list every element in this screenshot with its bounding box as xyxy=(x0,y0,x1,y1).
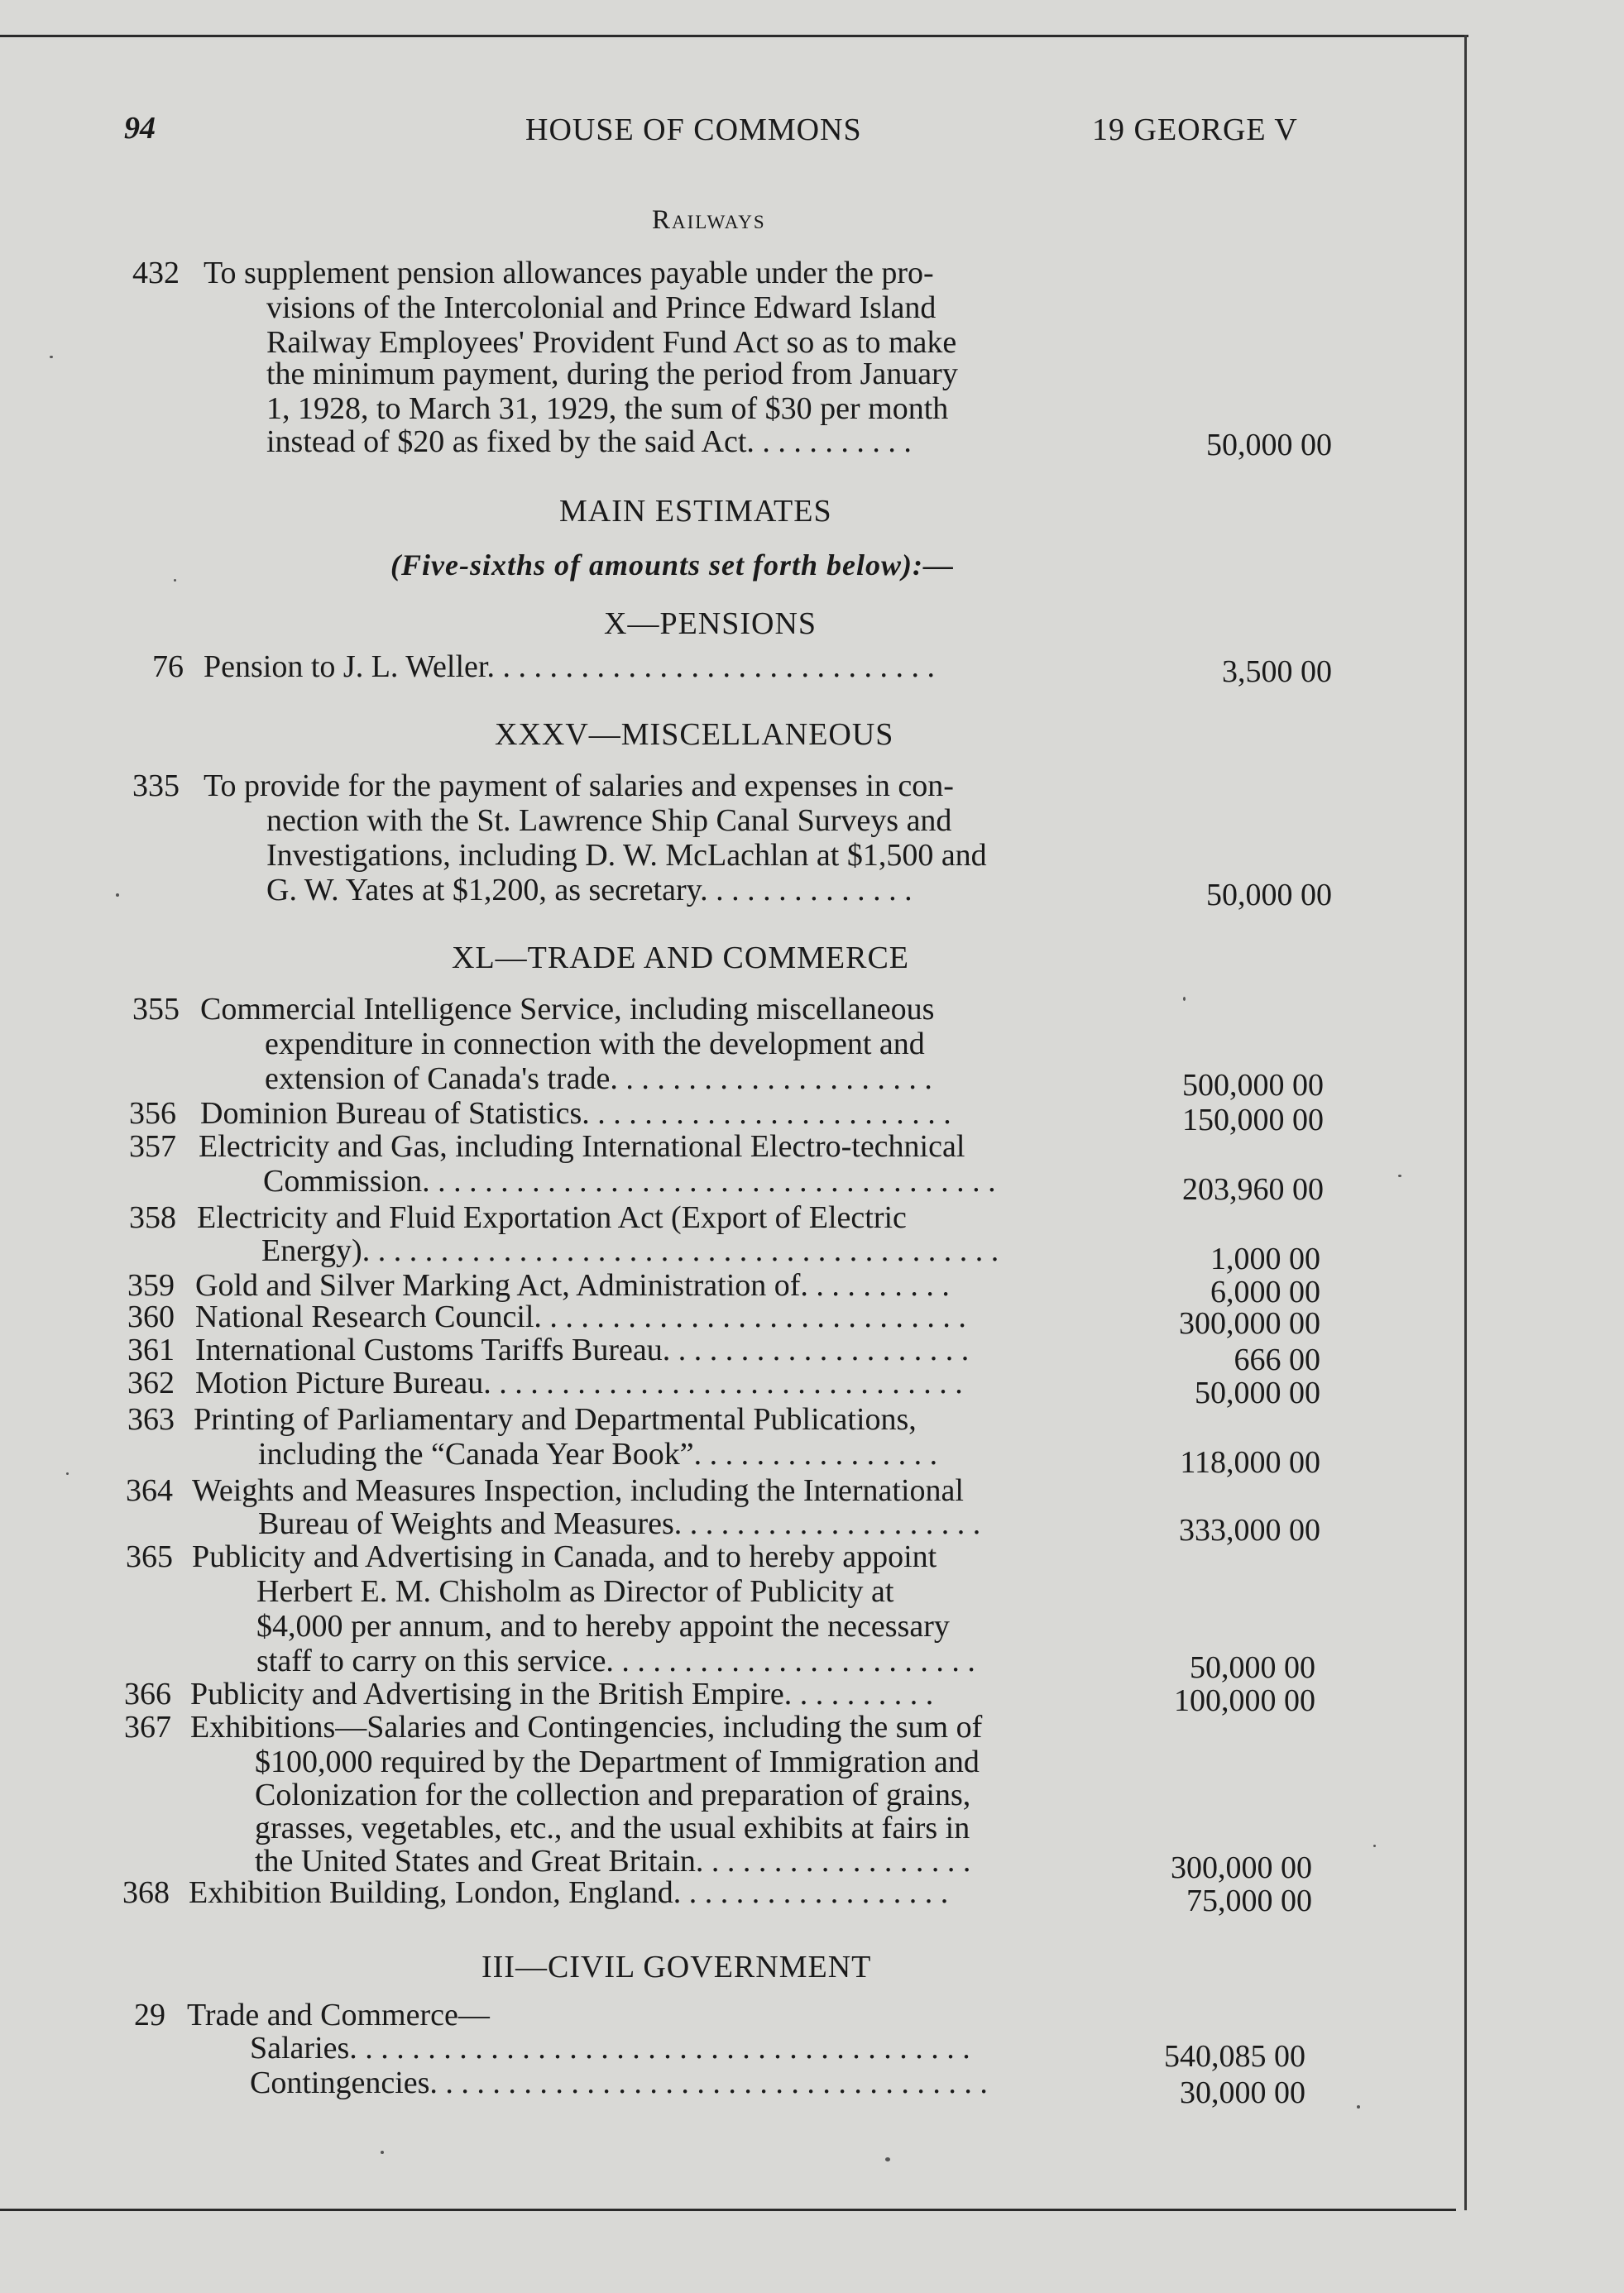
right-margin-rule xyxy=(1464,35,1467,2210)
item-text-line: Exhibitions—Salaries and Contingencies, including the sum of xyxy=(190,1710,983,1745)
item-text-line: Herbert E. M. Chisholm as Director of Publicity at xyxy=(256,1574,894,1609)
item-amount: 100,000 00 xyxy=(1174,1683,1315,1718)
item-amount: 50,000 00 xyxy=(1206,878,1332,912)
item-number: 355 xyxy=(132,992,180,1027)
item-amount: 50,000 00 xyxy=(1206,428,1332,462)
item-number: 363 xyxy=(127,1402,175,1437)
item-number: 29 xyxy=(134,1998,165,2032)
section-subheading: (Five-sixths of amounts set forth below):— xyxy=(390,548,955,582)
item-text-line: Electricity and Gas, including International Electro-technical xyxy=(199,1129,965,1164)
item-number: 76 xyxy=(152,649,184,684)
item-text-line: National Research Council. . . . . . . . . . . . . . . . . . . . . . . . . . . . xyxy=(195,1300,966,1334)
item-amount: 3,500 00 xyxy=(1222,654,1332,689)
item-text-line: Motion Picture Bureau. . . . . . . . . . . . . . . . . . . . . . . . . . . . . . . xyxy=(195,1366,963,1400)
item-amount: 300,000 00 xyxy=(1179,1306,1320,1341)
item-number: 365 xyxy=(126,1539,173,1574)
item-amount: 6,000 00 xyxy=(1210,1275,1320,1309)
item-title: Trade and Commerce— xyxy=(187,1998,490,2032)
item-text-line: To provide for the payment of salaries and expenses in con- xyxy=(204,768,954,803)
salaries-amount: 540,085 00 xyxy=(1164,2039,1305,2074)
page-header xyxy=(108,103,1349,153)
item-text-line: 1, 1928, to March 31, 1929, the sum of $30 per month xyxy=(266,391,949,426)
section-heading-civil-government: III—CIVIL GOVERNMENT xyxy=(481,1950,872,1984)
item-text-line: Energy). . . . . . . . . . . . . . . . . . . . . . . . . . . . . . . . . . . . . . . . . xyxy=(261,1233,999,1268)
salaries-label: Salaries. . . . . . . . . . . . . . . . . . . . . . . . . . . . . . . . . . . . . . . . xyxy=(250,2031,970,2066)
item-text-line: Weights and Measures Inspection, including the International xyxy=(192,1473,964,1508)
item-text-line: Gold and Silver Marking Act, Administration of. . . . . . . . . . xyxy=(195,1268,950,1303)
item-amount: 118,000 00 xyxy=(1180,1445,1320,1480)
item-text-line: Publicity and Advertising in Canada, and to hereby appoint xyxy=(192,1539,937,1574)
item-text-line: G. W. Yates at $1,200, as secretary. . . . . . . . . . . . . . xyxy=(266,873,913,907)
item-amount: 1,000 00 xyxy=(1210,1242,1320,1276)
section-heading-miscellaneous: XXXV—MISCELLANEOUS xyxy=(495,717,894,752)
item-text-line: visions of the Intercolonial and Prince Edward Island xyxy=(266,290,937,325)
item-text-line: the minimum payment, during the period from January xyxy=(266,357,958,391)
item-number: 361 xyxy=(127,1333,175,1367)
regnal-year: 19 GEORGE V xyxy=(1092,112,1298,147)
item-text-line: expenditure in connection with the development and xyxy=(265,1027,925,1061)
page-title: HOUSE OF COMMONS xyxy=(525,112,862,147)
item-number: 357 xyxy=(129,1129,176,1164)
item-text-line: Publicity and Advertising in the British Empire. . . . . . . . . . xyxy=(190,1677,934,1711)
item-number: 366 xyxy=(124,1677,171,1711)
item-text-line: Electricity and Fluid Exportation Act (Export of Electric xyxy=(197,1200,907,1235)
section-heading-main-estimates: MAIN ESTIMATES xyxy=(559,494,832,529)
item-number: 432 xyxy=(132,256,180,290)
item-text-line: To supplement pension allowances payable under the pro- xyxy=(204,256,934,290)
item-text-line: nection with the St. Lawrence Ship Canal Surveys and xyxy=(266,803,952,838)
item-amount: 50,000 00 xyxy=(1190,1650,1315,1685)
item-number: 367 xyxy=(124,1710,171,1745)
section-heading-trade-commerce: XL—TRADE AND COMMERCE xyxy=(452,941,910,975)
item-amount: 50,000 00 xyxy=(1195,1376,1320,1410)
item-text-line: the United States and Great Britain. . . . . . . . . . . . . . . . . . xyxy=(255,1844,971,1879)
item-text-line: Printing of Parliamentary and Departmental Publications, xyxy=(194,1402,917,1437)
item-amount: 75,000 00 xyxy=(1186,1884,1312,1918)
item-amount: 150,000 00 xyxy=(1182,1103,1324,1137)
top-rule xyxy=(0,35,1468,37)
page-number: 94 xyxy=(124,111,156,146)
item-number: 359 xyxy=(127,1268,175,1303)
item-text-line: Bureau of Weights and Measures. . . . . . . . . . . . . . . . . . . . xyxy=(258,1506,981,1541)
item-text-line: including the “Canada Year Book”. . . . . . . . . . . . . . . . xyxy=(258,1437,938,1472)
item-text-line: Colonization for the collection and preparation of grains, xyxy=(255,1778,971,1812)
item-number: 358 xyxy=(129,1200,176,1235)
item-text-line: Pension to J. L. Weller. . . . . . . . . . . . . . . . . . . . . . . . . . . . . xyxy=(204,649,935,684)
item-text-line: Commercial Intelligence Service, including miscellaneous xyxy=(200,992,935,1027)
item-amount: 666 00 xyxy=(1234,1343,1320,1377)
contingencies-amount: 30,000 00 xyxy=(1180,2075,1305,2110)
item-text-line: staff to carry on this service. . . . . . . . . . . . . . . . . . . . . . . . xyxy=(256,1644,975,1678)
item-number: 364 xyxy=(126,1473,173,1508)
item-text-line: extension of Canada's trade. . . . . . . . . . . . . . . . . . . . . xyxy=(265,1061,932,1096)
item-number: 335 xyxy=(132,768,180,803)
item-number: 356 xyxy=(129,1096,176,1131)
bottom-rule xyxy=(0,2209,1456,2211)
section-heading-pensions: X—PENSIONS xyxy=(604,606,817,641)
item-text-line: grasses, vegetables, etc., and the usual exhibits at fairs in xyxy=(255,1811,970,1845)
item-amount: 333,000 00 xyxy=(1179,1513,1320,1548)
item-number: 362 xyxy=(127,1366,175,1400)
item-text-line: $4,000 per annum, and to hereby appoint the necessary xyxy=(256,1609,950,1644)
item-amount: 300,000 00 xyxy=(1171,1850,1312,1885)
item-text-line: International Customs Tariffs Bureau. . . . . . . . . . . . . . . . . . . . xyxy=(195,1333,970,1367)
item-text-line: Railway Employees' Provident Fund Act so as to make xyxy=(266,325,957,360)
item-text-line: Investigations, including D. W. McLachlan at $1,500 and xyxy=(266,838,987,873)
item-amount: 500,000 00 xyxy=(1182,1068,1324,1103)
document-page xyxy=(108,103,1349,153)
section-heading-railways: Railways xyxy=(652,205,766,235)
item-amount: 203,960 00 xyxy=(1182,1172,1324,1207)
item-text-line: Dominion Bureau of Statistics. . . . . . . . . . . . . . . . . . . . . . . . xyxy=(200,1096,951,1131)
item-text-line: Commission. . . . . . . . . . . . . . . . . . . . . . . . . . . . . . . . . . . . . xyxy=(263,1164,996,1199)
item-number: 368 xyxy=(122,1875,170,1910)
item-number: 360 xyxy=(127,1300,175,1334)
item-text-line: Exhibition Building, London, England. . . . . . . . . . . . . . . . . . xyxy=(189,1875,949,1910)
item-text-line: instead of $20 as fixed by the said Act. . . . . . . . . . . xyxy=(266,424,912,459)
contingencies-label: Contingencies. . . . . . . . . . . . . . . . . . . . . . . . . . . . . . . . . . . . xyxy=(250,2066,988,2100)
item-text-line: $100,000 required by the Department of Immigration and xyxy=(255,1745,980,1779)
